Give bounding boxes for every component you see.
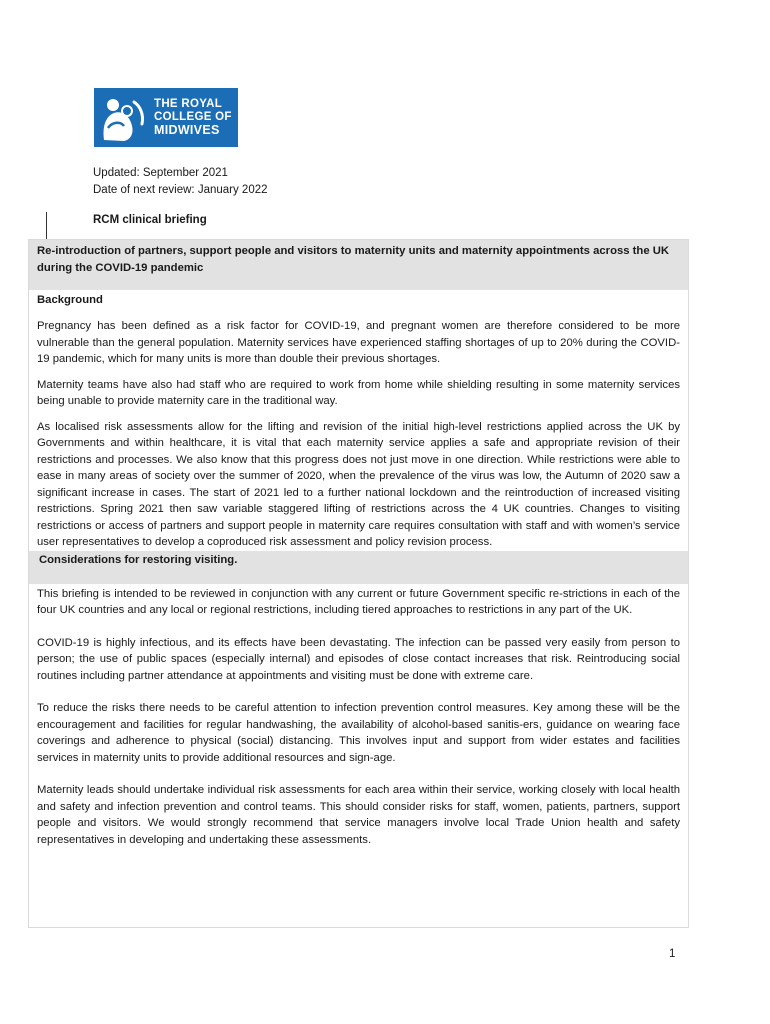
title-band: [29, 240, 688, 290]
considerations-heading: Considerations for restoring visiting.: [39, 553, 238, 566]
considerations-paragraph: Maternity leads should undertake individual risk assessments for each area within their service, working closely with local health and safety and infection prevention and control teams. This should consider risks for staff, women, patients, partners, support people and visitors. We would strongly recommend that service managers involve local Trade Union health and safety representatives in developing and undertaking these assessments.: [37, 784, 680, 846]
background-paragraph: Maternity teams have also had staff who are required to work from home while shielding resulting in some maternity services being unable to provide maternity care in the traditional way.: [37, 378, 680, 407]
logo-wordmark: [152, 98, 232, 137]
main-title: Re-introduction of partners, support people and visitors to maternity units and maternity appointments across the UK during the COVID-19 pandemic: [37, 245, 670, 274]
updated-date: Updated: September 2021: [93, 167, 228, 179]
mother-baby-icon: [94, 88, 152, 147]
next-review-date: Date of next review: January 2022: [93, 184, 268, 196]
background-paragraph: Pregnancy has been defined as a risk factor for COVID-19, and pregnant women are therefore considered to be more vulnerable than the general population. Maternity services have experienced staffing shortages of up to 20% during the COVID-19 pandemic, which for many units is more than double their previous shortages.: [37, 320, 680, 365]
considerations-band: [29, 551, 688, 584]
briefing-title: RCM clinical briefing: [93, 214, 207, 226]
considerations-paragraph: This briefing is intended to be reviewed in conjunction with any current or future Government specific re-strictions in each of the four UK countries and any local or regional restrictions, including tiered approaches to restrictions in any part of the UK.: [37, 587, 680, 616]
background-paragraph: As localised risk assessments allow for the lifting and revision of the initial high-level restrictions applied across the UK by Governments and within healthcare, it is vital that each maternity service applies a safe and appropriate revision of their restrictions and processes. We also know that this progress does not just move in one direction. While restrictions were able to ease in many areas of society over the summer of 2020, when the prevalence of the virus was low, the Autumn of 2020 saw a significant increase in cases. The start of 2021 led to a further national lockdown and the reintroduction of increased visiting restrictions. Spring 2021 then saw variable staggered lifting of restrictions across the 4 UK countries. Changes to visiting restrictions or access of partners and support people in maternity care requires consultation with staff and with women’s service user representatives to develop a coproduced risk assessment and policy revision process.: [37, 420, 680, 548]
page-number: 1: [669, 948, 676, 960]
margin-mark: [46, 212, 47, 240]
logo-line-1: THE ROYAL: [154, 98, 223, 110]
logo-line-2: COLLEGE OF: [154, 111, 232, 123]
considerations-section: [29, 584, 688, 849]
background-heading: Background: [37, 294, 103, 306]
document-meta: [93, 165, 268, 199]
considerations-paragraph: To reduce the risks there needs to be careful attention to infection prevention control measures. Key among these will be the encouragement and facilities for regular handwashing, the availability of alcohol-based sanitis-ers, guidance on wearing face coverings and adherence to physical (social) distancing. This involves input and support from wider estates and facilities services in maternity units to provide additional resources and sign-age.: [37, 702, 680, 764]
background-section: [29, 290, 688, 551]
considerations-paragraph: COVID-19 is highly infectious, and its effects have been devastating. The infection can be passed very easily from person to person; the use of public spaces (especially internal) and episodes of close contact increases that risk. Reintroducing social routines including partner attendance at appointments and visiting must be done with extreme care.: [37, 636, 680, 682]
rcm-logo: [94, 88, 238, 147]
logo-line-3: MIDWIVES: [154, 123, 220, 137]
briefing-table: [28, 239, 689, 928]
